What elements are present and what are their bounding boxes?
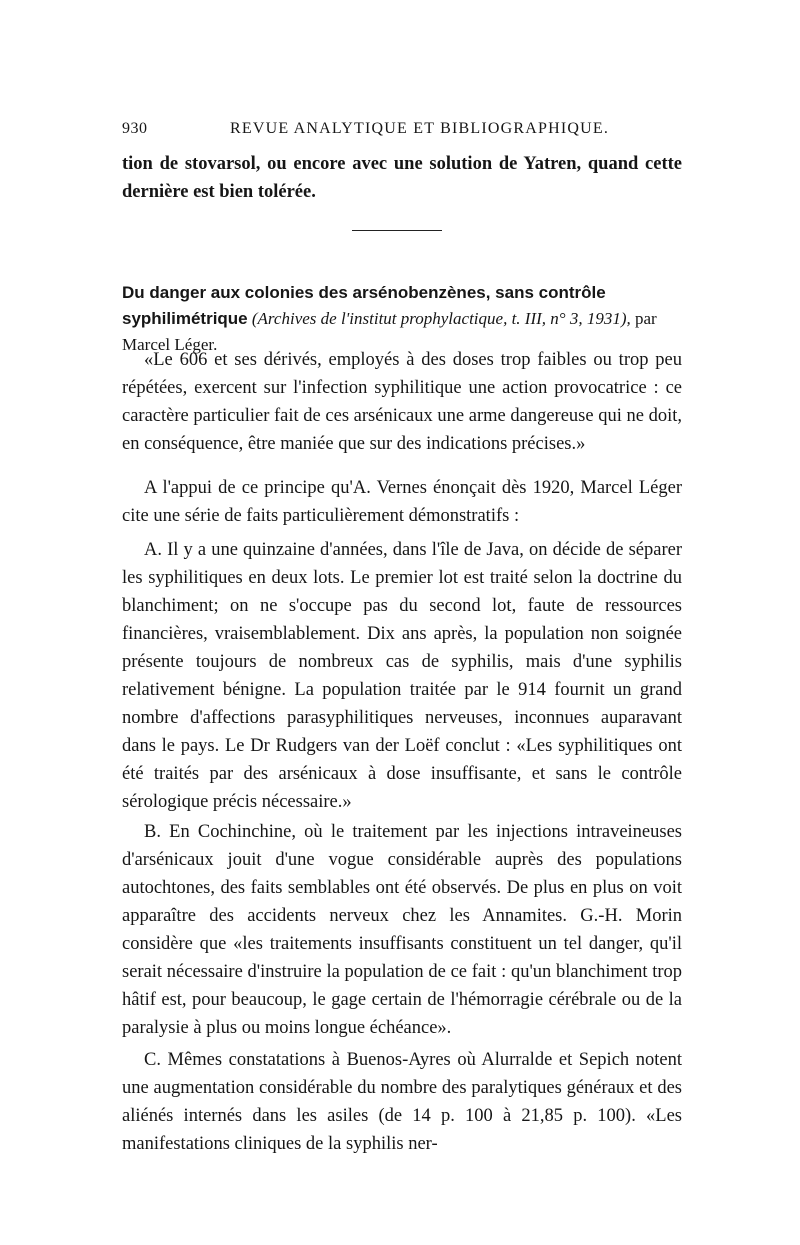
paragraph-a: A. Il y a une quinzaine d'années, dans l'île de Java, on décide de séparer les syphilitiques en deux lots. Le premier lot est traité selon la doctrine du blanchiment; on ne s'occupe pas du second lot, faute de ressources financières, vraisemblablement. Dix ans après, la population non soignée présente toujours de nombreux cas de syphilis, mais d'une syphilis relativement bénigne. La population traitée par le 914 fournit un grand nombre d'affections parasyphilitiques nerveuses, inconnues auparavant dans le pays. Le Dr Rudgers van der Loëf conclut : «Les syphilitiques ont été traités par des arsénicaux à dose insuffisante, et sans le contrôle sérologique précis nécessaire.» xyxy=(122,540,682,812)
article-author: par Marcel Léger. xyxy=(122,309,657,354)
paragraph-b: B. En Cochinchine, où le traitement par les injections intraveineuses d'arsénicaux jouit d'une vogue considérable auprès des populations autochtones, des faits semblables ont été observés. De plus en plus on voit apparaître des accidents nerveux chez les Annamites. G.-H. Morin considère que «les traitements insuffisants constituent un tel danger, qu'il serait nécessaire d'instruire la population de ce fait : qu'un blanchiment trop hâtif est, pour beaucoup, le gage certain de l'hémorragie cérébrale ou de la paralysie à plus ou moins longue échéance». xyxy=(122,822,682,1038)
article-source: (Archives de l'institut prophylactique, t. III, n° 3, 1931), xyxy=(251,309,631,328)
page-number: 930 xyxy=(122,120,148,137)
quote-paragraph: «Le 606 et ses dérivés, employés à des doses trop faibles ou trop peu répétées, exercent sur l'infection syphilitique une action provocatrice : ce caractère particulier fait de ces arsénicaux une arme dangereuse qui ne doit, en conséquence, être maniée que sur des indications précises.» xyxy=(122,350,682,454)
intro-paragraph: tion de stovarsol, ou encore avec une solution de Yatren, quand cette dernière est bien tolérée. xyxy=(122,154,682,202)
running-header xyxy=(122,120,682,144)
section-divider xyxy=(352,230,442,231)
lead-paragraph: A l'appui de ce principe qu'A. Vernes énonçait dès 1920, Marcel Léger cite une série de faits particulièrement démonstratifs : xyxy=(122,478,682,526)
running-title: REVUE ANALYTIQUE ET BIBLIOGRAPHIQUE. xyxy=(230,120,610,137)
article-title: Du danger aux colonies des arsénobenzènes, sans contrôle syphilimétrique xyxy=(122,283,606,328)
paragraph-c: C. Mêmes constatations à Buenos-Ayres où Alurralde et Sepich notent une augmentation considérable du nombre des paralytiques généraux et des aliénés internés dans les asiles (de 14 p. 100 à 21,85 p. 100). «Les manifestations cliniques de la syphilis ner- xyxy=(122,1050,682,1154)
